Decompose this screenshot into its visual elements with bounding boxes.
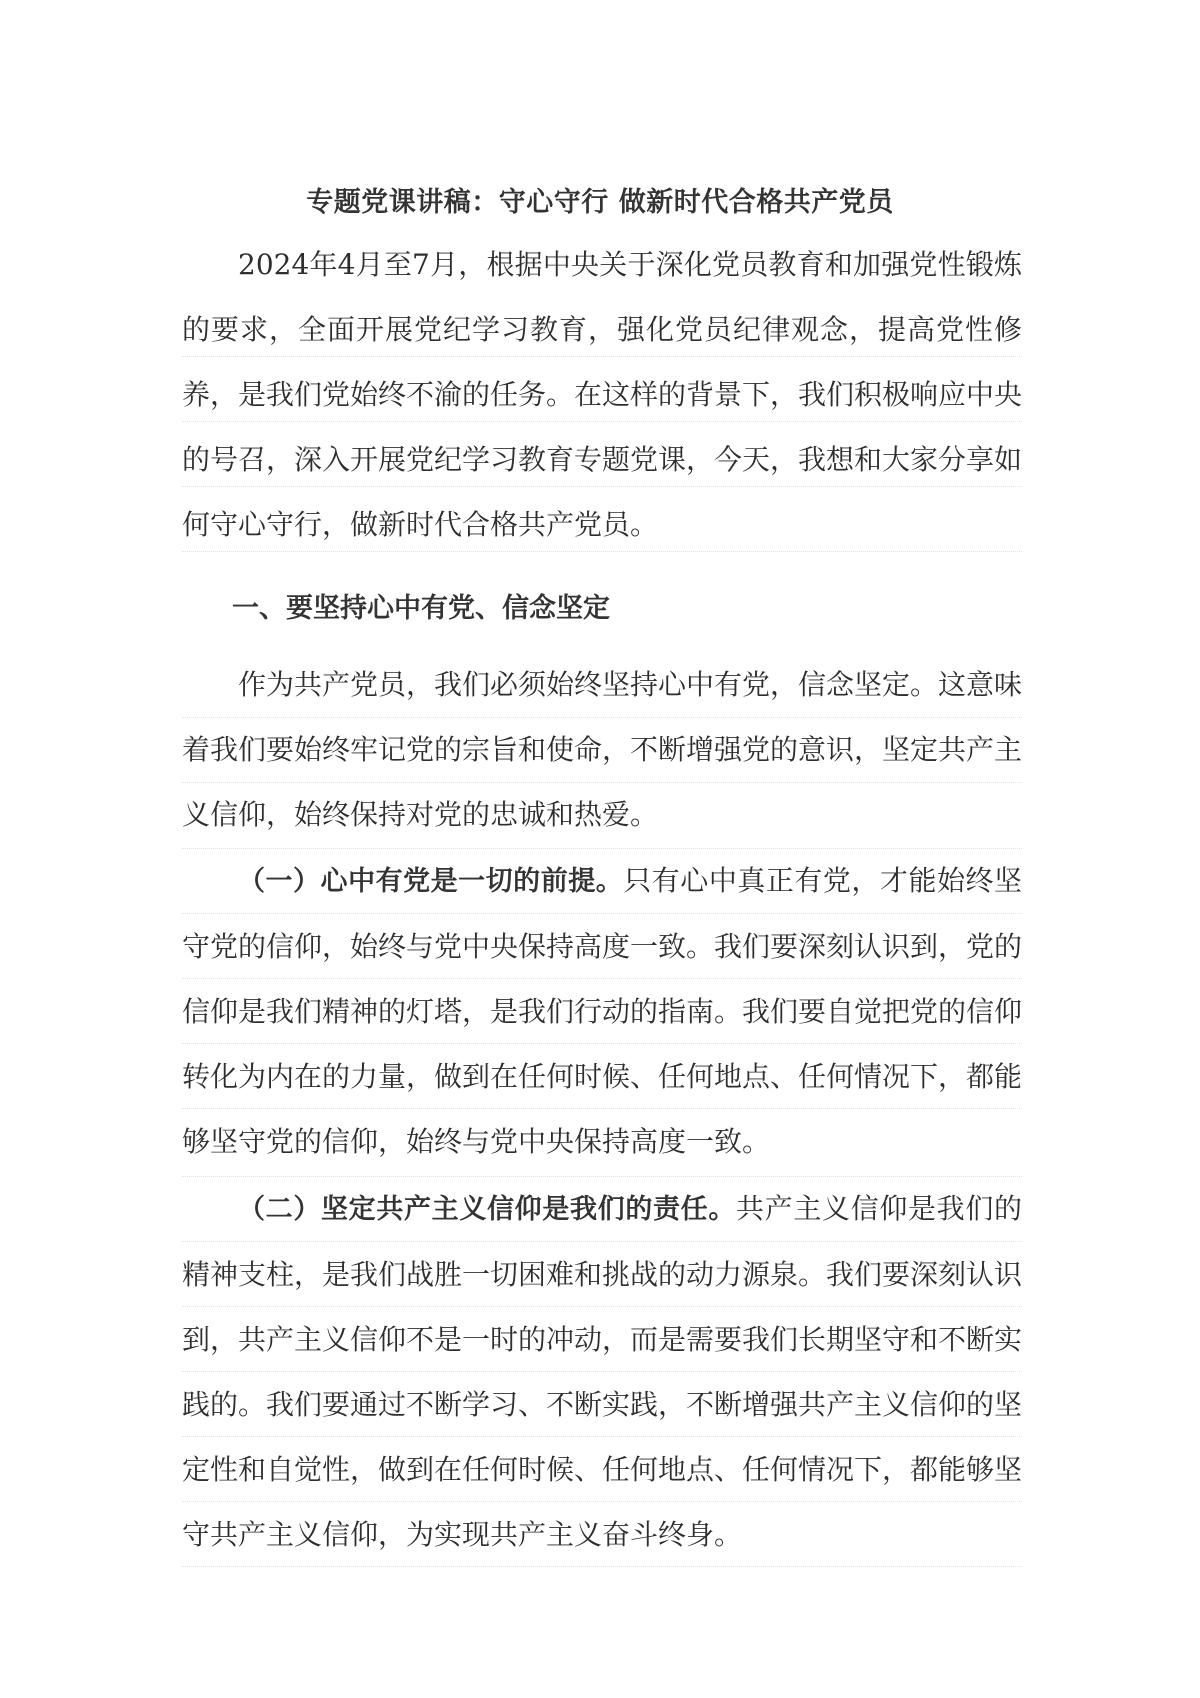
- point-two-lead: （二）坚定共产主义信仰是我们的责任。: [238, 1194, 736, 1225]
- line-rule: [182, 913, 1022, 914]
- line-rule: [182, 782, 1022, 783]
- line-rule: [182, 717, 1022, 718]
- line-rule: [182, 486, 1022, 487]
- intro-paragraph: 2024年4月至7月，根据中央关于深化党员教育和加强党性锻炼的要求，全面开展党纪学习教育，强化党员纪律观念，提高党性修养，是我们党始终不渝的任务。在这样的背景下，我们积极响应中央的号召，深入开展党纪学习教育专题党课，今天，我想和大家分享如何守心守行，做新时代合格共产党员。: [182, 248, 1023, 541]
- line-rule: [182, 1241, 1022, 1242]
- line-rule: [182, 421, 1022, 422]
- line-rule: [182, 1501, 1022, 1502]
- line-rule: [182, 1566, 1022, 1567]
- point-one-paragraph: [182, 848, 1022, 1174]
- line-rule: [182, 978, 1022, 979]
- document-title: 专题党课讲稿：守心守行 做新时代合格共产党员: [306, 187, 894, 218]
- point-one-lead: （一）心中有党是一切的前提。: [238, 866, 624, 897]
- line-rule: [182, 356, 1022, 357]
- line-rule: [182, 1108, 1022, 1109]
- line-rule: [182, 1371, 1022, 1372]
- point-two-text: 共产主义信仰是我们的精神支柱，是我们战胜一切困难和挑战的动力源泉。我们要深刻认识到，共产主义信仰不是一时的冲动，而是需要我们长期坚守和不断实践的。我们要通过不断学习、不断实践，不断增强共产主义信仰的坚定性和自觉性，做到在任何时候、任何地点、任何情况下，都能够坚守共产主义信仰，为实现共产主义奋斗终身。: [182, 1192, 1023, 1551]
- point-one-text: 只有心中真正有党，才能始终坚守党的信仰，始终与党中央保持高度一致。我们要深刻认识到，党的信仰是我们精神的灯塔，是我们行动的指南。我们要自觉把党的信仰转化为内在的力量，做到在任何时候、任何地点、任何情况下，都能够坚守党的信仰，始终与党中央保持高度一致。: [182, 864, 1023, 1158]
- line-rule: [182, 551, 1022, 552]
- line-rule: [182, 1043, 1022, 1044]
- section-heading: 一、要坚持心中有党、信念坚定: [232, 593, 610, 624]
- section-body-paragraph: 作为共产党员，我们必须始终坚持心中有党，信念坚定。这意味着我们要始终牢记党的宗旨和使命，不断增强党的意识，坚定共产主义信仰，始终保持对党的忠诚和热爱。: [182, 668, 1023, 831]
- line-rule: [182, 1436, 1022, 1437]
- line-rule: [182, 1306, 1022, 1307]
